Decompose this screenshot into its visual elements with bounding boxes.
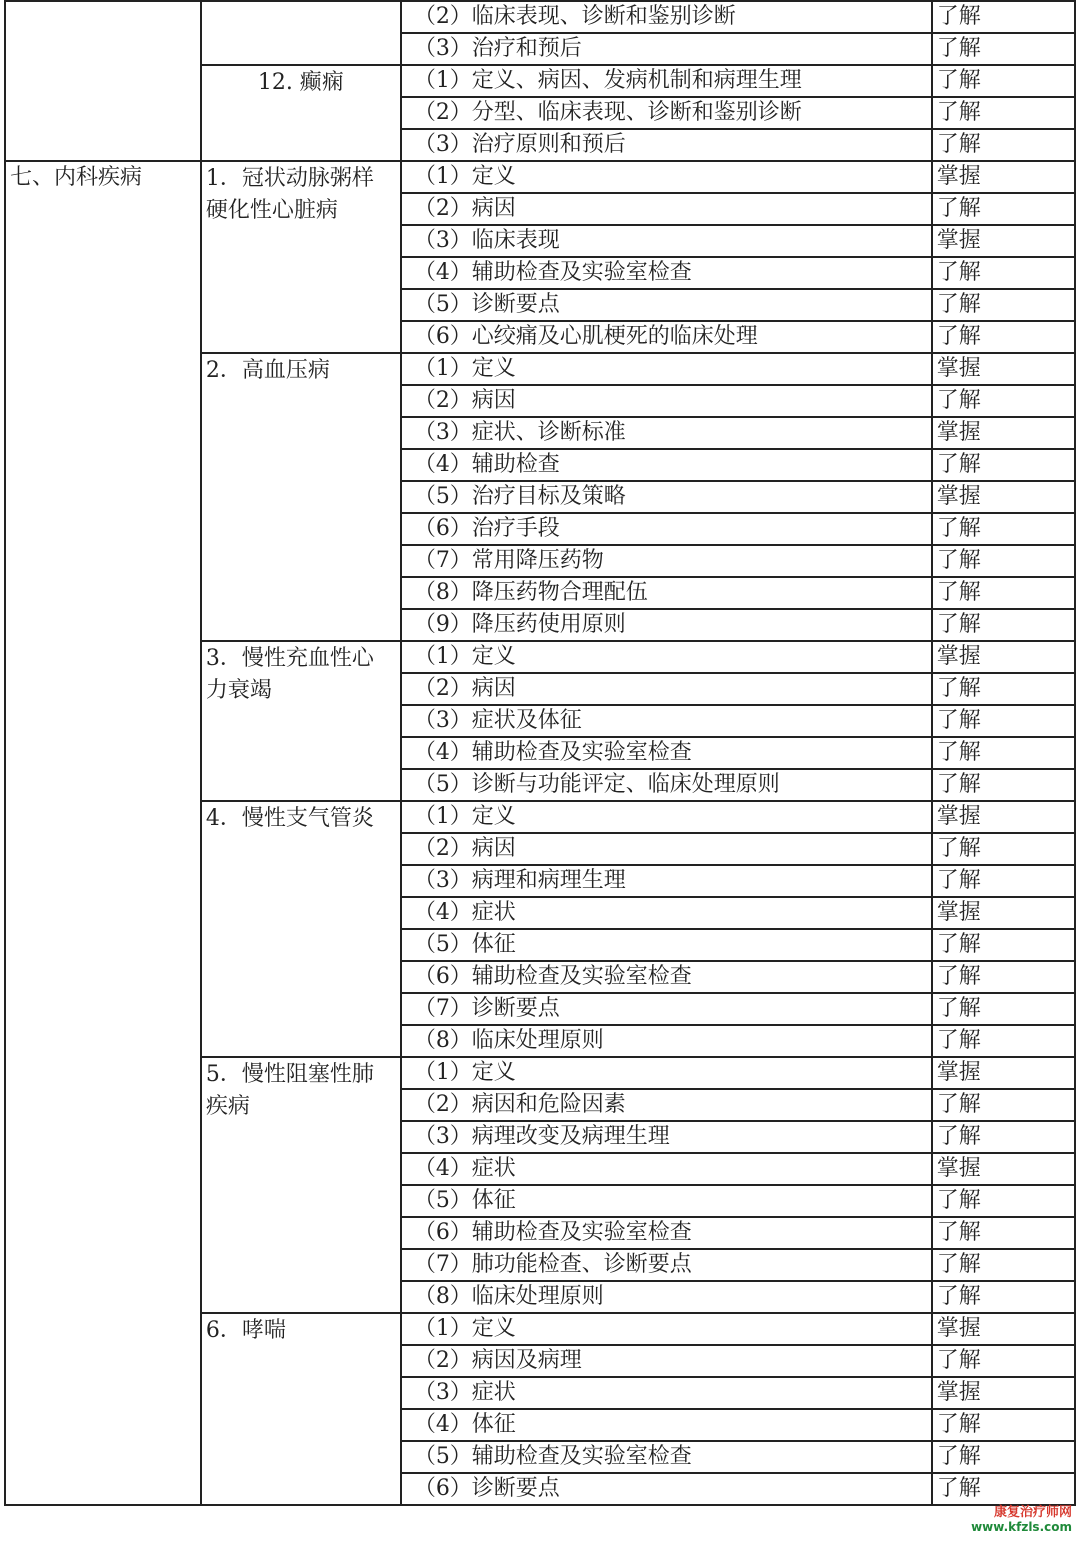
content-item-cell: （3）临床表现 xyxy=(401,225,932,257)
requirement-level-cell: 掌握 xyxy=(932,417,1075,449)
requirement-level-cell: 了解 xyxy=(932,1185,1075,1217)
requirement-level-cell: 掌握 xyxy=(932,1377,1075,1409)
content-item-cell: （1）定义 xyxy=(401,353,932,385)
content-item-cell: （9）降压药使用原则 xyxy=(401,609,932,641)
content-item-cell: （5）诊断与功能评定、临床处理原则 xyxy=(401,769,932,801)
content-item-cell: （2）病因 xyxy=(401,833,932,865)
table-row xyxy=(5,1,1075,33)
content-item-cell: （7）常用降压药物 xyxy=(401,545,932,577)
requirement-level-cell: 了解 xyxy=(932,1025,1075,1057)
content-item-cell: （1）定义 xyxy=(401,1313,932,1345)
table-row xyxy=(5,161,1075,193)
requirement-level-cell: 了解 xyxy=(932,65,1075,97)
content-item-cell: （3）治疗和预后 xyxy=(401,33,932,65)
content-item-cell: （6）辅助检查及实验室检查 xyxy=(401,1217,932,1249)
content-item-cell: （1）定义 xyxy=(401,161,932,193)
content-item-cell: （8）降压药物合理配伍 xyxy=(401,577,932,609)
requirement-level-cell: 掌握 xyxy=(932,897,1075,929)
requirement-level-cell: 掌握 xyxy=(932,225,1075,257)
topic-cell: 1．冠状动脉粥样硬化性心脏病 xyxy=(201,161,401,353)
content-item-cell: （4）辅助检查及实验室检查 xyxy=(401,737,932,769)
content-item-cell: （5）诊断要点 xyxy=(401,289,932,321)
requirement-level-cell: 了解 xyxy=(932,1409,1075,1441)
requirement-level-cell: 了解 xyxy=(932,513,1075,545)
requirement-level-cell: 了解 xyxy=(932,705,1075,737)
topic-cell: 3．慢性充血性心力衰竭 xyxy=(201,641,401,801)
requirement-level-cell: 掌握 xyxy=(932,161,1075,193)
content-item-cell: （1）定义 xyxy=(401,641,932,673)
topic-cell: 4．慢性支气管炎 xyxy=(201,801,401,1057)
content-item-cell: （5）体征 xyxy=(401,929,932,961)
content-item-cell: （3）症状及体征 xyxy=(401,705,932,737)
section-cell: 七、内科疾病 xyxy=(5,161,201,1505)
content-item-cell: （4）症状 xyxy=(401,897,932,929)
content-item-cell: （3）症状 xyxy=(401,1377,932,1409)
content-item-cell: （2）病因 xyxy=(401,673,932,705)
requirement-level-cell: 了解 xyxy=(932,865,1075,897)
requirement-level-cell: 掌握 xyxy=(932,801,1075,833)
content-item-cell: （4）体征 xyxy=(401,1409,932,1441)
requirement-level-cell: 了解 xyxy=(932,1089,1075,1121)
requirement-level-cell: 了解 xyxy=(932,961,1075,993)
requirement-level-cell: 了解 xyxy=(932,289,1075,321)
requirement-level-cell: 了解 xyxy=(932,1121,1075,1153)
requirement-level-cell: 了解 xyxy=(932,545,1075,577)
requirement-level-cell: 了解 xyxy=(932,257,1075,289)
content-item-cell: （3）治疗原则和预后 xyxy=(401,129,932,161)
content-item-cell: （7）肺功能检查、诊断要点 xyxy=(401,1249,932,1281)
content-item-cell: （1）定义 xyxy=(401,801,932,833)
site-watermark xyxy=(971,1505,1072,1535)
content-item-cell: （8）临床处理原则 xyxy=(401,1025,932,1057)
requirement-level-cell: 了解 xyxy=(932,609,1075,641)
content-item-cell: （3）病理和病理生理 xyxy=(401,865,932,897)
requirement-level-cell: 了解 xyxy=(932,129,1075,161)
content-item-cell: （4）症状 xyxy=(401,1153,932,1185)
requirement-level-cell: 了解 xyxy=(932,449,1075,481)
requirement-level-cell: 了解 xyxy=(932,1281,1075,1313)
content-item-cell: （6）心绞痛及心肌梗死的临床处理 xyxy=(401,321,932,353)
syllabus-table-body xyxy=(5,1,1075,1505)
watermark-site-name: 康复治疗师网 xyxy=(993,1505,1072,1520)
requirement-level-cell: 了解 xyxy=(932,577,1075,609)
requirement-level-cell: 掌握 xyxy=(932,641,1075,673)
requirement-level-cell: 了解 xyxy=(932,737,1075,769)
section-cell xyxy=(5,1,201,161)
topic-cell: 5．慢性阻塞性肺疾病 xyxy=(201,1057,401,1313)
requirement-level-cell: 了解 xyxy=(932,673,1075,705)
content-item-cell: （4）辅助检查 xyxy=(401,449,932,481)
requirement-level-cell: 了解 xyxy=(932,1473,1075,1505)
content-item-cell: （2）病因 xyxy=(401,385,932,417)
content-item-cell: （2）病因及病理 xyxy=(401,1345,932,1377)
requirement-level-cell: 了解 xyxy=(932,321,1075,353)
topic-cell: 6．哮喘 xyxy=(201,1313,401,1505)
requirement-level-cell: 了解 xyxy=(932,929,1075,961)
requirement-level-cell: 了解 xyxy=(932,33,1075,65)
requirement-level-cell: 了解 xyxy=(932,993,1075,1025)
content-item-cell: （5）辅助检查及实验室检查 xyxy=(401,1441,932,1473)
content-item-cell: （8）临床处理原则 xyxy=(401,1281,932,1313)
topic-cell xyxy=(201,1,401,65)
content-item-cell: （1）定义 xyxy=(401,1057,932,1089)
content-item-cell: （1）定义、病因、发病机制和病理生理 xyxy=(401,65,932,97)
content-item-cell: （6）辅助检查及实验室检查 xyxy=(401,961,932,993)
requirement-level-cell: 了解 xyxy=(932,193,1075,225)
requirement-level-cell: 了解 xyxy=(932,1217,1075,1249)
requirement-level-cell: 了解 xyxy=(932,1249,1075,1281)
requirement-level-cell: 掌握 xyxy=(932,1153,1075,1185)
content-item-cell: （6）诊断要点 xyxy=(401,1473,932,1505)
content-item-cell: （2）临床表现、诊断和鉴别诊断 xyxy=(401,1,932,33)
content-item-cell: （5）体征 xyxy=(401,1185,932,1217)
requirement-level-cell: 了解 xyxy=(932,385,1075,417)
content-item-cell: （7）诊断要点 xyxy=(401,993,932,1025)
requirement-level-cell: 掌握 xyxy=(932,1313,1075,1345)
requirement-level-cell: 掌握 xyxy=(932,481,1075,513)
content-item-cell: （3）症状、诊断标准 xyxy=(401,417,932,449)
topic-cell: 2．高血压病 xyxy=(201,353,401,641)
content-item-cell: （2）病因 xyxy=(401,193,932,225)
requirement-level-cell: 掌握 xyxy=(932,353,1075,385)
requirement-level-cell: 了解 xyxy=(932,769,1075,801)
content-item-cell: （5）治疗目标及策略 xyxy=(401,481,932,513)
content-item-cell: （3）病理改变及病理生理 xyxy=(401,1121,932,1153)
requirement-level-cell: 了解 xyxy=(932,1345,1075,1377)
content-item-cell: （6）治疗手段 xyxy=(401,513,932,545)
watermark-site-url: www.kfzls.com xyxy=(971,1520,1072,1534)
content-item-cell: （2）分型、临床表现、诊断和鉴别诊断 xyxy=(401,97,932,129)
requirement-level-cell: 了解 xyxy=(932,1,1075,33)
topic-cell: 12. 癫痫 xyxy=(201,65,401,161)
requirement-level-cell: 了解 xyxy=(932,1441,1075,1473)
syllabus-table xyxy=(4,0,1076,1506)
requirement-level-cell: 掌握 xyxy=(932,1057,1075,1089)
content-item-cell: （2）病因和危险因素 xyxy=(401,1089,932,1121)
requirement-level-cell: 了解 xyxy=(932,833,1075,865)
content-item-cell: （4）辅助检查及实验室检查 xyxy=(401,257,932,289)
requirement-level-cell: 了解 xyxy=(932,97,1075,129)
